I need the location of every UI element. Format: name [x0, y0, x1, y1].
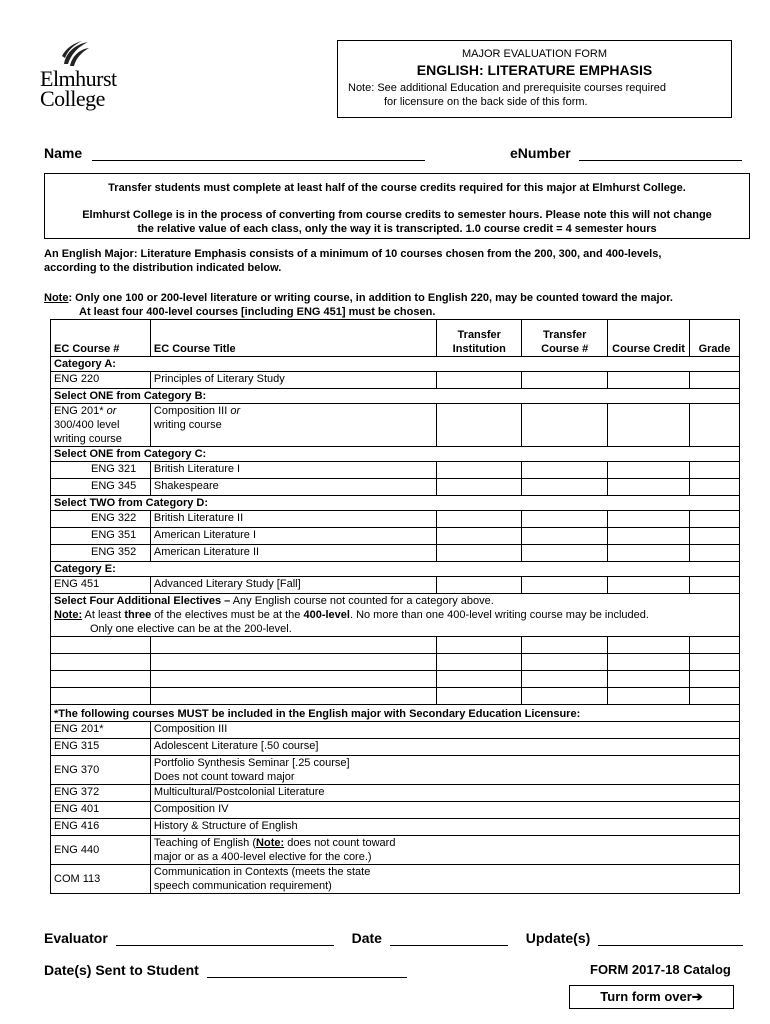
sent-label: Date(s) Sent to Student — [44, 962, 199, 978]
course-title: Adolescent Literature [.50 course] — [150, 739, 739, 756]
course-table — [50, 319, 740, 894]
transfer-line1: Transfer students must complete at least half of the course credits required for this major at Elmhurst College. — [108, 182, 686, 194]
credit-cell[interactable] — [608, 528, 690, 545]
transfer-inst-cell[interactable] — [437, 528, 522, 545]
enumber-field — [510, 145, 742, 161]
note-label: Note — [44, 292, 69, 304]
header-note — [348, 81, 666, 109]
grade-cell[interactable] — [690, 637, 740, 654]
name-input-line[interactable] — [92, 147, 425, 161]
course-num: ENG 370 — [51, 756, 151, 785]
table-row — [51, 479, 740, 496]
table-row — [51, 545, 740, 562]
transfer-inst-cell[interactable] — [437, 577, 522, 594]
course-title — [150, 836, 739, 865]
course-num: ENG 351 — [51, 528, 151, 545]
category-a-row — [51, 357, 740, 372]
enumber-input-line[interactable] — [579, 147, 742, 161]
grade-cell[interactable] — [690, 479, 740, 496]
course-num-cell[interactable] — [51, 654, 151, 671]
table-row — [51, 688, 740, 705]
grade-cell[interactable] — [690, 372, 740, 389]
course-num-cell[interactable] — [51, 688, 151, 705]
course-num: ENG 220 — [51, 372, 151, 389]
category-d-label: Select TWO from Category D: — [51, 496, 740, 511]
electives-note-400: 400-level — [303, 609, 350, 621]
credit-cell[interactable] — [608, 545, 690, 562]
table-row — [51, 528, 740, 545]
logo-mark-icon — [60, 40, 90, 68]
intro-line1: An English Major: Literature Emphasis consists of a minimum of 10 courses chosen from the 200, 300, and 400-levels, — [44, 248, 662, 260]
grade-cell[interactable] — [690, 688, 740, 705]
name-label: Name — [44, 145, 83, 161]
transfer-course-cell[interactable] — [522, 671, 608, 688]
transfer-course-cell[interactable] — [522, 577, 608, 594]
grade-cell[interactable] — [690, 511, 740, 528]
sec-ed-heading-row — [51, 705, 740, 722]
transfer-inst-cell[interactable] — [437, 404, 522, 447]
course-title-c: major or as a 400-level elective for the core.) — [153, 851, 372, 863]
course-title-b: speech communication requirement) — [153, 880, 332, 892]
table-row — [51, 819, 740, 836]
major-note — [44, 291, 673, 319]
course-title — [150, 756, 739, 785]
grade-cell[interactable] — [690, 528, 740, 545]
category-e-label: Category E: — [51, 562, 740, 577]
credit-cell[interactable] — [608, 462, 690, 479]
electives-note-line2: Only one elective can be at the 200-level. — [90, 623, 292, 635]
header-course-num: EC Course # — [51, 320, 151, 357]
credit-cell[interactable] — [608, 404, 690, 447]
course-num — [51, 404, 151, 447]
header-note-line2: for licensure on the back side of this form. — [384, 96, 588, 108]
category-e-row — [51, 562, 740, 577]
transfer-course-cell[interactable] — [522, 654, 608, 671]
or-text: or — [227, 405, 241, 417]
note-line1: : Only one 100 or 200-level literature or writing course, in addition to English 220, may be counted toward the major. — [68, 292, 673, 304]
sec-ed-heading: *The following courses MUST be included in the English major with Secondary Education Licensure: — [51, 705, 740, 722]
evaluator-input-line[interactable] — [116, 932, 334, 946]
course-num-cell[interactable] — [51, 637, 151, 654]
transfer-course-cell[interactable] — [522, 545, 608, 562]
evaluator-row — [44, 930, 743, 946]
table-row — [51, 637, 740, 654]
course-title — [150, 865, 739, 894]
transfer-course-cell[interactable] — [522, 637, 608, 654]
table-row — [51, 756, 740, 785]
transfer-line2: Elmhurst College is in the process of converting from course credits to semester hours. Please note this will not change — [82, 209, 712, 221]
credit-cell[interactable] — [608, 479, 690, 496]
course-num: ENG 321 — [51, 462, 151, 479]
course-title-b: Does not count toward major — [153, 771, 295, 783]
course-title-a: Teaching of English ( — [153, 837, 257, 849]
course-num: ENG 401 — [51, 802, 151, 819]
category-c-row — [51, 447, 740, 462]
transfer-course-cell[interactable] — [522, 372, 608, 389]
credit-cell[interactable] — [608, 671, 690, 688]
course-num: ENG 416 — [51, 819, 151, 836]
form-title: MAJOR EVALUATION FORM — [461, 48, 608, 60]
enumber-label: eNumber — [510, 145, 571, 161]
transfer-inst-cell[interactable] — [437, 671, 522, 688]
header-grade: Grade — [690, 320, 740, 357]
course-title-b: does not count toward — [284, 837, 396, 849]
evaluator-label: Evaluator — [44, 930, 108, 946]
intro-line2: according to the distribution indicated below. — [44, 262, 282, 274]
grade-cell[interactable] — [690, 671, 740, 688]
course-title: Advanced Literary Study [Fall] — [150, 577, 436, 594]
transfer-inst-cell[interactable] — [437, 545, 522, 562]
electives-note-label: Note: — [54, 609, 83, 621]
table-row — [51, 785, 740, 802]
table-row — [51, 511, 740, 528]
table-row — [51, 802, 740, 819]
transfer-inst-cell[interactable] — [437, 462, 522, 479]
course-title: Principles of Literary Study — [150, 372, 436, 389]
table-row — [51, 577, 740, 594]
transfer-inst-cell[interactable] — [437, 654, 522, 671]
course-num: ENG 201* — [51, 722, 151, 739]
course-num-cell[interactable] — [51, 671, 151, 688]
credit-cell[interactable] — [608, 654, 690, 671]
category-c-label: Select ONE from Category C: — [51, 447, 740, 462]
course-title-note: Note: — [256, 837, 285, 849]
table-row — [51, 739, 740, 756]
course-num: ENG 322 — [51, 511, 151, 528]
header-transfer-inst: Transfer Institution — [437, 320, 522, 357]
transfer-course-cell[interactable] — [522, 528, 608, 545]
course-num: COM 113 — [51, 865, 151, 894]
logo-text-college: College — [40, 86, 105, 111]
electives-note-three: three — [124, 609, 152, 621]
course-title-a: Communication in Contexts (meets the state — [153, 866, 371, 878]
name-field — [44, 145, 425, 161]
header-transfer-course: Transfer Course # — [522, 320, 608, 357]
course-title-a: Portfolio Synthesis Seminar [.25 course] — [153, 757, 350, 769]
form-subtitle: ENGLISH: LITERATURE EMPHASIS — [416, 62, 653, 78]
transfer-course-cell[interactable] — [522, 479, 608, 496]
date-label: Date — [351, 930, 382, 946]
credit-cell[interactable] — [608, 372, 690, 389]
electives-heading-rest: Any English course not counted for a category above. — [230, 595, 494, 607]
table-row — [51, 671, 740, 688]
course-title — [150, 404, 436, 447]
course-num: ENG 315 — [51, 739, 151, 756]
college-logo — [40, 40, 140, 114]
course-title-a: Composition III — [153, 405, 228, 417]
transfer-course-cell[interactable] — [522, 688, 608, 705]
transfer-line3: the relative value of each class, only the way it is transcripted. 1.0 course credit = 4 semester hours — [137, 223, 657, 235]
transfer-course-cell[interactable] — [522, 462, 608, 479]
course-num: ENG 451 — [51, 577, 151, 594]
sent-input-line[interactable] — [207, 964, 407, 978]
logo-text-elmhurst: Elmhurst — [40, 66, 117, 91]
table-header-row — [51, 320, 740, 357]
course-num: ENG 372 — [51, 785, 151, 802]
electives-note-b: of the electives must be at the — [151, 609, 304, 621]
course-title: American Literature I — [150, 528, 436, 545]
transfer-line2-3 — [45, 208, 749, 236]
course-title: Shakespeare — [150, 479, 436, 496]
credit-cell[interactable] — [608, 577, 690, 594]
category-b-row — [51, 389, 740, 404]
or-text: or — [103, 405, 117, 417]
table-row — [51, 462, 740, 479]
course-title-b: writing course — [153, 419, 222, 431]
transfer-notice — [44, 173, 750, 239]
course-num-a: ENG 201* — [54, 405, 104, 417]
category-b-label: Select ONE from Category B: — [51, 389, 740, 404]
course-title-cell[interactable] — [150, 671, 436, 688]
transfer-inst-cell[interactable] — [437, 479, 522, 496]
table-row — [51, 654, 740, 671]
grade-cell[interactable] — [690, 654, 740, 671]
course-num: ENG 440 — [51, 836, 151, 865]
transfer-inst-cell[interactable] — [437, 637, 522, 654]
form-header — [337, 40, 732, 118]
electives-note-a: At least — [82, 609, 125, 621]
header-course-title: EC Course Title — [150, 320, 436, 357]
note-line2: At least four 400-level courses [including ENG 451] must be chosen. — [79, 306, 436, 318]
grade-cell[interactable] — [690, 577, 740, 594]
category-d-row — [51, 496, 740, 511]
updates-label: Update(s) — [525, 930, 591, 946]
date-input-line[interactable] — [390, 932, 508, 946]
course-title: Composition IV — [150, 802, 739, 819]
course-title: Composition III — [150, 722, 739, 739]
course-title-cell[interactable] — [150, 637, 436, 654]
transfer-inst-cell[interactable] — [437, 688, 522, 705]
transfer-course-cell[interactable] — [522, 404, 608, 447]
credit-cell[interactable] — [608, 511, 690, 528]
transfer-inst-cell[interactable] — [437, 372, 522, 389]
header-note-line1: Note: See additional Education and prerequisite courses required — [348, 82, 666, 94]
transfer-course-cell[interactable] — [522, 511, 608, 528]
credit-cell[interactable] — [608, 688, 690, 705]
electives-row — [51, 594, 740, 637]
course-num: ENG 345 — [51, 479, 151, 496]
electives-heading: Select Four Additional Electives – — [54, 595, 231, 607]
grade-cell[interactable] — [690, 545, 740, 562]
course-title-cell[interactable] — [150, 688, 436, 705]
course-num-b: 300/400 level — [54, 419, 120, 431]
sent-row — [44, 962, 407, 978]
electives-note-c: . No more than one 400-level writing course may be included. — [349, 609, 649, 621]
updates-input-line[interactable] — [598, 932, 743, 946]
header-credit: Course Credit — [608, 320, 690, 357]
course-title: Multicultural/Postcolonial Literature — [150, 785, 739, 802]
course-title-cell[interactable] — [150, 654, 436, 671]
electives-text — [51, 594, 740, 637]
transfer-inst-cell[interactable] — [437, 511, 522, 528]
credit-cell[interactable] — [608, 637, 690, 654]
category-a-label: Category A: — [51, 357, 740, 372]
course-title: British Literature II — [150, 511, 436, 528]
course-num-c: writing course — [54, 433, 122, 445]
course-title: History & Structure of English — [150, 819, 739, 836]
catalog-label: FORM 2017-18 Catalog — [590, 962, 731, 977]
table-row — [51, 836, 740, 865]
grade-cell[interactable] — [690, 404, 740, 447]
table-row — [51, 404, 740, 447]
table-row — [51, 722, 740, 739]
grade-cell[interactable] — [690, 462, 740, 479]
course-num: ENG 352 — [51, 545, 151, 562]
course-title: American Literature II — [150, 545, 436, 562]
table-row — [51, 372, 740, 389]
table-row — [51, 865, 740, 894]
course-title: British Literature I — [150, 462, 436, 479]
major-intro — [44, 247, 661, 275]
turn-form-over-box: Turn form over➔ — [569, 985, 734, 1009]
